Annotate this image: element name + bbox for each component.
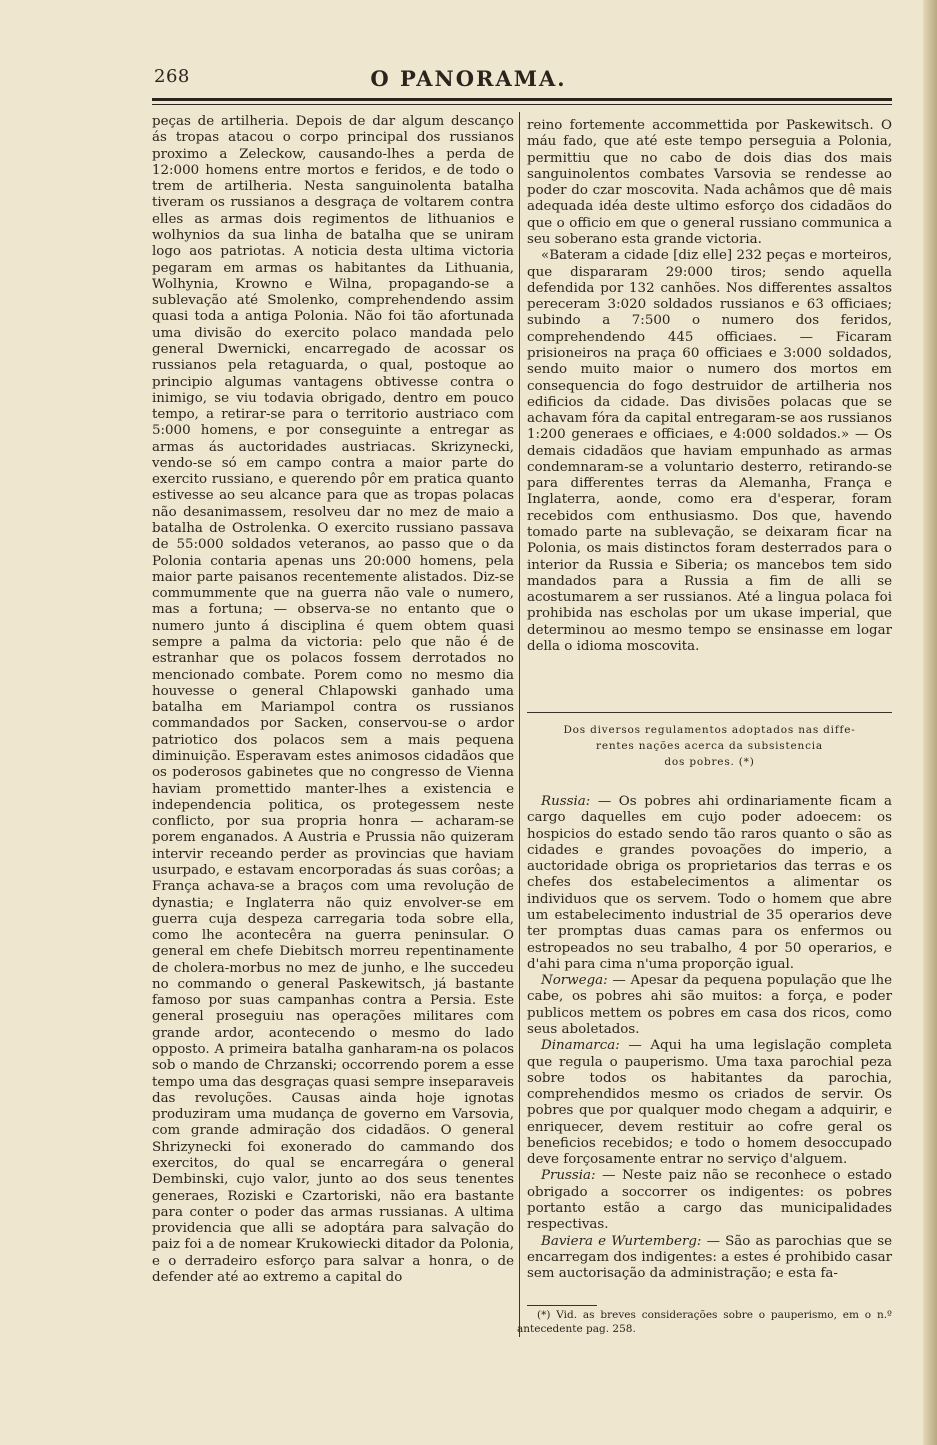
article-heading-line-2: rentes nações acerca da subsistencia	[596, 740, 823, 752]
page-number: 268	[154, 66, 190, 87]
right-paragraph-1: reino fortemente accommettida por Paskewitsch. O máu fado, que até este tempo perseguia a Polonia, permittiu que no cabo de dois dias dos mais sanguinolentos combates Varsovia se rendesse ao poder do czar moscovita. Nada achâmos que dê mais adequada idéa deste ultimo esforço dos cidadãos do que o officio em que o general russiano communica a seu soberano esta grande victoria.	[527, 118, 892, 247]
norway-text: — Apesar da pequena população que lhe cabe, os pobres ahi são muitos: a força, e poder publicos mettem os pobres em casa dos ricos, como seus aboletados.	[527, 973, 892, 1037]
norway-label: Norwega:	[541, 973, 608, 989]
page-edge-shadow	[923, 0, 937, 1445]
bavaria-label: Baviera e Wurtemberg:	[541, 1233, 702, 1249]
header-rule-thin	[152, 104, 892, 105]
denmark-paragraph	[527, 1038, 892, 1168]
right-column-top	[527, 118, 892, 655]
header-rule-thick	[152, 98, 892, 101]
footnote-rule	[527, 1305, 597, 1306]
journal-title: O PANORAMA.	[370, 66, 567, 91]
article-heading	[527, 722, 892, 770]
article-heading-line-3: dos pobres. (*)	[664, 756, 755, 768]
prussia-label: Prussia:	[541, 1168, 596, 1184]
denmark-text: — Aqui ha uma legislação completa que regula o pauperismo. Uma taxa parochial peza sobre todos os habitantes da parochia, comprehendidos mesmo os criados de servir. Os pobres que por qualquer modo chegam a adquirir, e enriquecer, devem restituir ao cofre geral os beneficios recebidos; e todo o homem desoccupado deve forçosamente entrar no serviço d'alguem.	[527, 1038, 892, 1168]
left-column-text: peças de artilheria. Depois de dar algum descanço ás tropas atacou o corpo principal dos russianos proximo a Zeleckow, causando-lhes a perda de 12:000 homens entre mortos e feridos, e de todo o trem de artilheria. Nesta sanguinolenta batalha tiveram os russianos a desgraça de voltarem contra elles as armas dois regimentos de lithuanios e wolhynios da sua linha de batalha que se uniram logo aos patriotas. A noticia desta ultima victoria pegaram em armas os habitantes da Lithuania, Wolhynia, Krowno e Wilna, propagando-se a sublevação até Smolenko, comprehendendo assim quasi toda a antiga Polonia. Não foi tão afortunada uma divisão do exercito polaco mandada pelo general Dwernicki, encarregado de acossar os russianos pela retaguarda, o qual, postoque ao principio algumas vantagens obtivesse contra o inimigo, se viu todavia obrigado, dentro em pouco tempo, a retirar-se para o territorio austriaco com 5:000 homens, e por conseguinte a entregar as armas ás auctoridades austriacas. Skrizynecki, vendo-se só em campo contra a maior parte do exercito russiano, e querendo pôr em pratica quanto estivesse ao seu alcance para que as tropas polacas não desanimassem, resolveu dar no mez de maio a batalha de Ostrolenka. O exercito russiano passava de 55:000 soldados veteranos, ao passo que o da Polonia contaria apenas uns 20:000 homens, pela maior parte paisanos recentemente alistados. Diz-se commummente que na guerra não vale o numero, mas a fortuna; — observa-se no entanto que o numero junto á disciplina é quem obtem quasi sempre a palma da victoria: pelo que não é de estranhar que os polacos fossem derrotados no mencionado combate. Porem como no mesmo dia houvesse o general Chlapowski ganhado uma batalha em Mariampol contra os russianos commandados por Sacken, conservou-se o ardor patriotico dos polacos sem a mais pequena diminuição. Esperavam estes animosos cidadãos que os poderosos gabinetes que no congresso de Vienna haviam promettido manter-lhes a existencia e independencia politica, os protegessem neste conflicto, por sua propria honra — acharam-se porem enganados. A Austria e Prussia não quizeram intervir receando perder as provincias que haviam usurpado, e estavam encorporadas ás suas corôas; a França achava-se a braços com uma revolução de dynastia; e Inglaterra não quiz envolver-se em guerra cuja despeza carregaria toda sobre ella, como lhe acontecêra na guerra peninsular. O general em chefe Diebitsch morreu repentinamente de cholera-morbus no mez de junho, e lhe succedeu no commando o general Paskewitsch, já bastante famoso por suas campanhas contra a Persia. Este general proseguiu nas operações militares com grande ardor, acontecendo o mesmo do lado opposto. A primeira batalha ganharam-na os polacos sob o mando de Chrzanski; occorrendo porem a esse tempo uma das desgraças quasi sempre inseparaveis das revoluções. Causas ainda hoje ignotas produziram uma mudança de governo em Varsovia, com grande admiração dos cidadãos. O general Shrizynecki foi exonerado do cammando dos exercitos, do qual se encarregára o general Dembinski, cujo valor, junto ao dos seus tenentes generaes, Roziski e Czartoriski, não era bastante para conter o poder das armas russianas. A ultima providencia que alli se adoptára para salvação do paiz foi a de nomear Krukowiecki ditador da Polonia, e o derradeiro esforço para salvar a honra, o de defender até ao extremo a capital do	[152, 114, 514, 1285]
denmark-label: Dinamarca:	[541, 1038, 620, 1054]
left-column	[152, 114, 514, 1286]
prussia-paragraph	[527, 1168, 892, 1233]
russia-paragraph	[527, 794, 892, 973]
footnote: (*) Vid. as breves considerações sobre o pauperismo, em o n.º antecedente pag. 258.	[517, 1309, 892, 1335]
column-divider	[519, 112, 520, 1337]
russia-text: — Os pobres ahi ordinariamente ficam a cargo daquelles em cujo poder adoecem: os hospicios do estado sendo tão raros quanto o são as cidades e grandes povoações do imperio, a auctoridade obriga os proprietarios das terras e os chefes dos estabelecimentos a alimentar os individuos que os servem. Todo o homem que abre um estabelecimento industrial de 35 operarios deve ter promptas duas camas para os enfermos ou estropeados no seu trabalho, 4 por 50 operarios, e d'ahi para cima n'uma proporção igual.	[527, 794, 892, 972]
russia-label: Russia:	[541, 794, 591, 809]
right-paragraph-2: «Bateram a cidade [diz elle] 232 peças e morteiros, que dispararam 29:000 tiros; sendo aquella defendida por 132 canhões. Nos differentes assaltos pereceram 3:020 soldados russianos e 63 officiaes; subindo a 7:500 o numero dos feridos, comprehendendo 445 officiaes. — Ficaram prisioneiros na praça 60 officiaes e 3:000 soldados, sendo muito maior o numero dos mortos em consequencia do fogo destruidor de artilheria nos edificios da cidade. Das divisões polacas que se achavam fóra da capital entregaram-se aos russianos 1:200 generaes e officiaes, e 4:000 soldados.» — Os demais cidadãos que haviam empunhado as armas condemnaram-se a voluntario desterro, retirando-se para differentes terras da Alemanha, França e Inglaterra, aonde, como era d'esperar, foram recebidos com enthusiasmo. Dos que, havendo tomado parte na sublevação, se deixaram ficar na Polonia, os mais distinctos foram desterrados para o interior da Russia e Siberia; os mancebos tem sido mandados para a Russia a fim de alli se acostumarem a ser russianos. Até a lingua polaca foi prohibida nas escholas por um ukase imperial, que determinou ao mesmo tempo se ensinasse em logar della o idioma moscovita.	[527, 248, 892, 654]
bavaria-paragraph	[527, 1234, 892, 1283]
right-column-article	[527, 794, 892, 1282]
article-separator	[527, 712, 892, 713]
norway-paragraph	[527, 973, 892, 1038]
article-heading-line-1: Dos diversos regulamentos adoptados nas diffe-	[563, 724, 856, 736]
prussia-text: — Neste paiz não se reconhece o estado obrigado a soccorrer os indigentes: os pobres portanto estão a cargo das municipalidades respectivas.	[527, 1168, 892, 1233]
bavaria-text: — São as parochias que se encarregam dos indigentes: a estes é prohibido casar sem auctorisação da administração; e esta fa-	[527, 1233, 892, 1282]
